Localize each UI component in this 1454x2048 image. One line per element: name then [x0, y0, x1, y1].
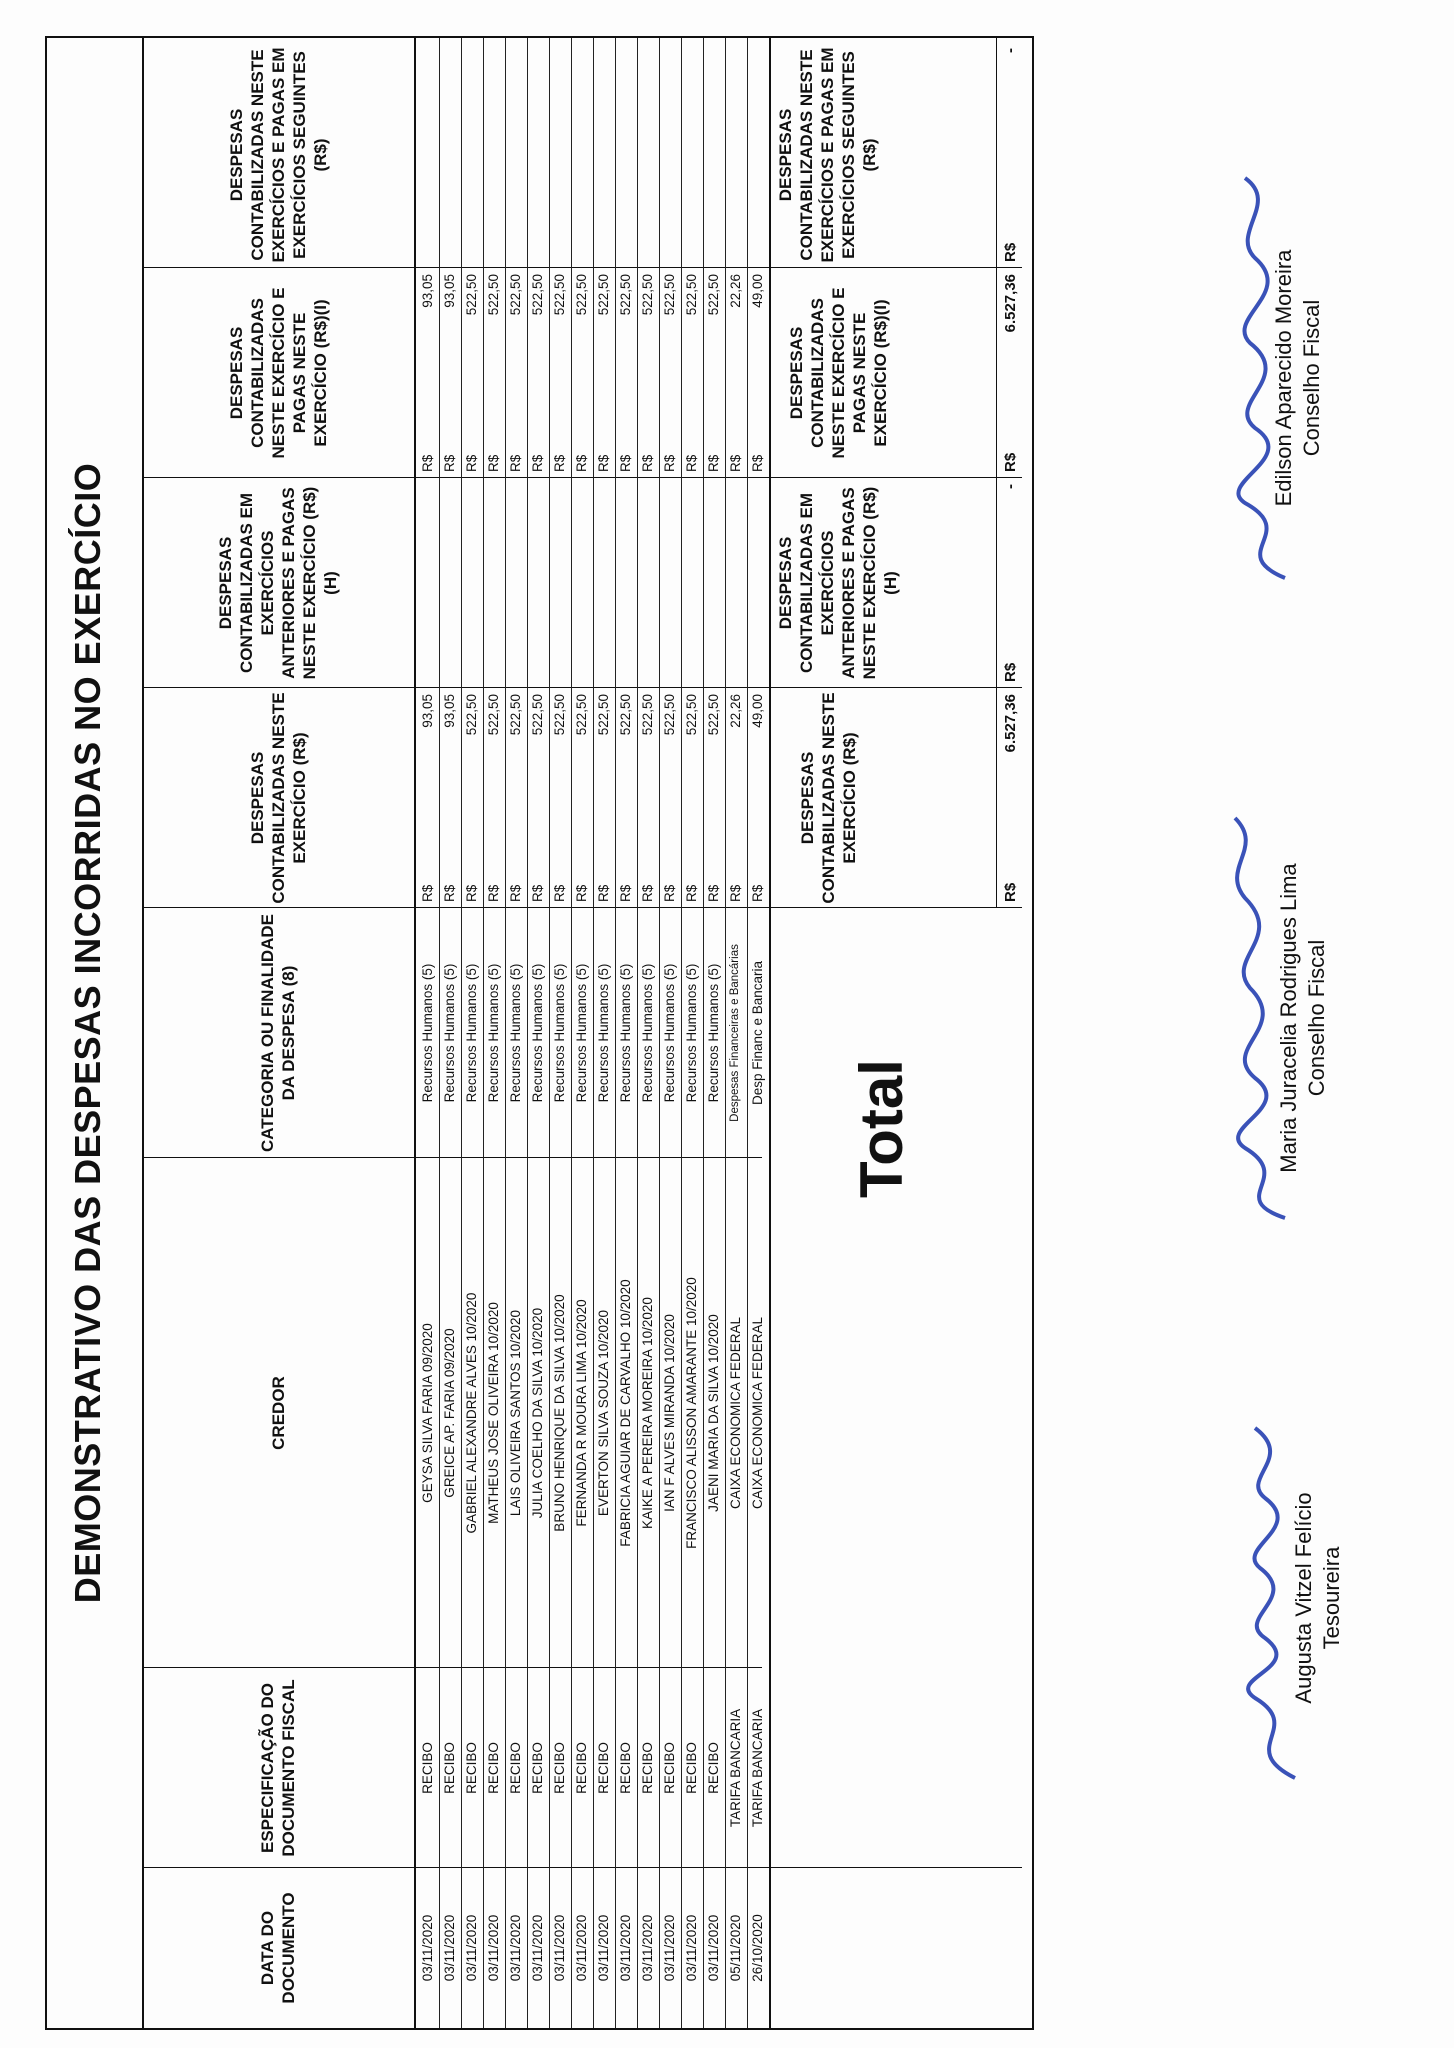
cell-categoria: Recursos Humanos (5) — [684, 963, 699, 1103]
cell-currency: R$ — [662, 884, 677, 902]
cell-data: 03/11/2020 — [530, 1914, 545, 1982]
table-row — [527, 38, 549, 2028]
table-row — [417, 38, 439, 2028]
cell-currency: R$ — [596, 454, 611, 472]
cell-currency: R$ — [728, 454, 743, 472]
cell-doc: RECIBO — [420, 1742, 435, 1794]
table-row — [549, 38, 571, 2028]
cell-doc: RECIBO — [596, 1742, 611, 1794]
signer-name: Edilson Aparecido Moreira — [1271, 249, 1296, 507]
cell-credor: EVERTON SILVA SOUZA 10/2020 — [596, 1309, 611, 1517]
signature-conselho-2 — [1270, 148, 1326, 608]
cell-currency: R$ — [574, 454, 589, 472]
header-categoria: CATEGORIA OU FINALIDADE DA DESPESA (8) — [258, 914, 298, 1152]
table-row — [439, 38, 461, 2028]
cell-valor: 522,50 — [618, 694, 633, 736]
row-line — [703, 38, 704, 2028]
header-divider — [414, 38, 416, 2028]
header-anteriores: DESPESAS CONTABILIZADAS EM EXERCÍCIOS ANTERIORES E PAGAS NESTE EXERCÍCIO (R$)(H) — [216, 486, 340, 680]
cell-data: 03/11/2020 — [706, 1914, 721, 1982]
row-line — [593, 38, 594, 2028]
cell-categoria: Desp Financ e Bancaria — [750, 960, 765, 1106]
cell-currency: R$ — [684, 454, 699, 472]
cell-valor-pago: 522,50 — [530, 274, 545, 316]
signer-role: Conselho Fiscal — [1299, 299, 1324, 457]
table-row — [637, 38, 659, 2028]
cell-doc: RECIBO — [706, 1742, 721, 1794]
signer-name: Maria Juracelia Rodrigues Lima — [1276, 863, 1301, 1173]
row-line — [659, 38, 660, 2028]
signer-role: Conselho Fiscal — [1304, 939, 1329, 1097]
cell-valor: 522,50 — [486, 694, 501, 736]
header-data: DATA DO DOCUMENTO — [258, 1892, 298, 2004]
cell-doc: RECIBO — [442, 1742, 457, 1794]
cell-categoria: Recursos Humanos (5) — [706, 963, 721, 1103]
cell-doc: TARIFA BANCARIA — [750, 1708, 765, 1828]
total-header-seguintes: DESPESAS CONTABILIZADAS NESTE EXERCÍCIOS E PAGAS EM EXERCÍCIOS SEGUINTES (R$) — [776, 47, 879, 263]
cell-currency: R$ — [508, 454, 523, 472]
expense-table — [142, 38, 1032, 2028]
cell-currency: R$ — [640, 454, 655, 472]
row-line — [681, 38, 682, 2028]
row-line — [483, 38, 484, 2028]
total-header-anteriores: DESPESAS CONTABILIZADAS EM EXERCÍCIOS ANTERIORES E PAGAS NESTE EXERCÍCIO (R$)(H) — [776, 486, 900, 680]
cell-data: 03/11/2020 — [442, 1914, 457, 1982]
total-header-contabilizadas: DESPESAS CONTABILIZADAS NESTE EXERCÍCIO (R$) — [798, 692, 859, 904]
expense-table-frame — [45, 36, 1034, 2030]
cell-credor: FERNANDA R MOURA LIMA 10/2020 — [574, 1299, 589, 1527]
cell-valor-pago: 522,50 — [618, 274, 633, 316]
total-currency: R$ — [1002, 452, 1019, 472]
cell-categoria: Recursos Humanos (5) — [420, 963, 435, 1103]
total-currency: R$ — [1002, 242, 1019, 262]
cell-doc: RECIBO — [640, 1742, 655, 1794]
cell-credor: CAIXA ECONOMICA FEDERAL — [750, 1316, 765, 1510]
table-row — [505, 38, 527, 2028]
total-header-pagas: DESPESAS CONTABILIZADAS NESTE EXERCÍCIO E PAGAS NESTE EXERCÍCIO (R$)(I) — [787, 287, 890, 459]
row-line — [725, 38, 726, 2028]
cell-valor: 522,50 — [552, 694, 567, 736]
cell-currency: R$ — [662, 454, 677, 472]
cell-valor-pago: 522,50 — [706, 274, 721, 316]
header-especificacao: ESPECIFICAÇÃO DO DOCUMENTO FISCAL — [258, 1679, 298, 1857]
cell-valor: 522,50 — [530, 694, 545, 736]
cell-credor: BRUNO HENRIQUE DA SILVA 10/2020 — [552, 1294, 567, 1532]
total-seguintes: - — [1002, 48, 1019, 53]
cell-currency: R$ — [596, 884, 611, 902]
table-row — [461, 38, 483, 2028]
cell-credor: MATHEUS JOSE OLIVEIRA 10/2020 — [486, 1302, 501, 1524]
cell-data: 03/11/2020 — [464, 1914, 479, 1982]
cell-data: 03/11/2020 — [618, 1914, 633, 1982]
row-line — [439, 38, 440, 2028]
header-seguintes: DESPESAS CONTABILIZADAS NESTE EXERCÍCIOS E PAGAS EM EXERCÍCIOS SEGUINTES (R$) — [226, 47, 330, 263]
row-line — [461, 38, 462, 2028]
total-currency: R$ — [1002, 882, 1019, 902]
cell-currency: R$ — [750, 454, 765, 472]
cell-credor: IAN F ALVES MIRANDA 10/2020 — [662, 1314, 677, 1512]
cell-data: 03/11/2020 — [574, 1914, 589, 1982]
total-anteriores: - — [1002, 484, 1019, 489]
cell-data: 03/11/2020 — [662, 1914, 677, 1982]
cell-categoria: Recursos Humanos (5) — [486, 963, 501, 1103]
cell-doc: RECIBO — [662, 1742, 677, 1794]
cell-doc: RECIBO — [530, 1742, 545, 1794]
cell-credor: JAENI MARIA DA SILVA 10/2020 — [706, 1314, 721, 1512]
cell-credor: GREICE AP. FARIA 09/2020 — [442, 1328, 457, 1498]
table-row — [571, 38, 593, 2028]
header-credor: CREDOR — [268, 1376, 288, 1450]
cell-currency: R$ — [574, 884, 589, 902]
cell-valor: 522,50 — [662, 694, 677, 736]
cell-valor: 49,00 — [750, 694, 765, 728]
cell-currency: R$ — [530, 884, 545, 902]
row-line — [747, 38, 748, 2028]
cell-credor: JULIA COELHO DA SILVA 10/2020 — [530, 1307, 545, 1519]
cell-valor: 522,50 — [574, 694, 589, 736]
cell-valor-pago: 522,50 — [486, 274, 501, 316]
table-row — [747, 38, 769, 2028]
cell-categoria: Recursos Humanos (5) — [442, 963, 457, 1103]
cell-categoria: Recursos Humanos (5) — [596, 963, 611, 1103]
cell-data: 05/11/2020 — [728, 1914, 743, 1982]
cell-currency: R$ — [640, 884, 655, 902]
total-pagas: 6.527,36 — [1002, 274, 1019, 333]
cell-data: 03/11/2020 — [596, 1914, 611, 1982]
cell-currency: R$ — [508, 884, 523, 902]
cell-currency: R$ — [552, 884, 567, 902]
cell-data: 03/11/2020 — [486, 1914, 501, 1982]
cell-valor-pago: 93,05 — [420, 274, 435, 308]
cell-categoria: Despesas Financeiras e Bancárias — [729, 944, 741, 1122]
cell-valor: 522,50 — [508, 694, 523, 736]
cell-valor: 522,50 — [464, 694, 479, 736]
cell-credor: FABRICIA AGUIAR DE CARVALHO 10/2020 — [618, 1279, 633, 1547]
row-line — [505, 38, 506, 2028]
cell-currency: R$ — [442, 884, 457, 902]
cell-credor: GEYSA SILVA FARIA 09/2020 — [420, 1323, 435, 1503]
cell-valor: 522,50 — [706, 694, 721, 736]
cell-credor: KAIKE A PEREIRA MOREIRA 10/2020 — [640, 1297, 655, 1529]
cell-currency: R$ — [486, 884, 501, 902]
signer-name: Augusta Vitzel Felício — [1291, 1492, 1316, 1704]
cell-valor-pago: 522,50 — [464, 274, 479, 316]
cell-categoria: Recursos Humanos (5) — [662, 963, 677, 1103]
table-row — [681, 38, 703, 2028]
signature-conselho-1 — [1275, 768, 1331, 1268]
table-row — [703, 38, 725, 2028]
table-row — [593, 38, 615, 2028]
cell-credor: LAIS OLIVEIRA SANTOS 10/2020 — [508, 1309, 523, 1517]
cell-doc: RECIBO — [552, 1742, 567, 1794]
cell-currency: R$ — [420, 454, 435, 472]
cell-categoria: Recursos Humanos (5) — [552, 963, 567, 1103]
row-line — [637, 38, 638, 2028]
cell-valor: 22,26 — [728, 694, 743, 728]
cell-currency: R$ — [706, 454, 721, 472]
cell-categoria: Recursos Humanos (5) — [618, 963, 633, 1103]
row-line — [615, 38, 616, 2028]
cell-valor: 522,50 — [684, 694, 699, 736]
total-divider — [769, 38, 771, 2028]
cell-categoria: Recursos Humanos (5) — [508, 963, 523, 1103]
cell-currency: R$ — [530, 454, 545, 472]
cell-valor-pago: 522,50 — [684, 274, 699, 316]
cell-valor-pago: 522,50 — [662, 274, 677, 316]
cell-currency: R$ — [464, 884, 479, 902]
row-line — [549, 38, 550, 2028]
cell-valor-pago: 49,00 — [750, 274, 765, 308]
cell-valor: 93,05 — [420, 694, 435, 728]
cell-categoria: Recursos Humanos (5) — [530, 963, 545, 1103]
cell-valor: 522,50 — [640, 694, 655, 736]
cell-doc: RECIBO — [684, 1742, 699, 1794]
table-row — [659, 38, 681, 2028]
cell-currency: R$ — [684, 884, 699, 902]
title-band — [47, 38, 144, 2028]
cell-categoria: Recursos Humanos (5) — [574, 963, 589, 1103]
cell-categoria: Recursos Humanos (5) — [640, 963, 655, 1103]
cell-data: 03/11/2020 — [552, 1914, 567, 1982]
cell-currency: R$ — [618, 884, 633, 902]
cell-credor: GABRIEL ALEXANDRE ALVES 10/2020 — [464, 1292, 479, 1534]
cell-credor: CAIXA ECONOMICA FEDERAL — [728, 1316, 743, 1510]
signature-tesoureira — [1290, 1388, 1346, 1808]
signer-role: Tesoureira — [1319, 1546, 1344, 1650]
cell-doc: RECIBO — [574, 1742, 589, 1794]
cell-data: 03/11/2020 — [420, 1914, 435, 1982]
cell-data: 03/11/2020 — [640, 1914, 655, 1982]
cell-valor-pago: 522,50 — [552, 274, 567, 316]
cell-currency: R$ — [464, 454, 479, 472]
cell-doc: TARIFA BANCARIA — [728, 1708, 743, 1828]
cell-data: 03/11/2020 — [508, 1914, 523, 1982]
table-row — [483, 38, 505, 2028]
cell-doc: RECIBO — [618, 1742, 633, 1794]
cell-valor-pago: 522,50 — [508, 274, 523, 316]
total-contabilizadas: 6.527,36 — [1002, 694, 1019, 753]
cell-valor: 93,05 — [442, 694, 457, 728]
cell-credor: FRANCISCO ALISSON AMARANTE 10/2020 — [684, 1277, 699, 1549]
total-label: Total — [848, 1059, 915, 1198]
table-row — [725, 38, 747, 2028]
total-line — [996, 38, 997, 908]
document-title: DEMONSTRATIVO DAS DESPESAS INCORRIDAS NO EXERCÍCIO — [67, 462, 108, 1604]
table-row — [615, 38, 637, 2028]
cell-currency: R$ — [420, 884, 435, 902]
cell-valor-pago: 522,50 — [574, 274, 589, 316]
header-pagas: DESPESAS CONTABILIZADAS NESTE EXERCÍCIO E PAGAS NESTE EXERCÍCIO (R$)(I) — [226, 287, 330, 459]
cell-currency: R$ — [706, 884, 721, 902]
row-line — [527, 38, 528, 2028]
cell-currency: R$ — [486, 454, 501, 472]
cell-doc: RECIBO — [508, 1742, 523, 1794]
cell-doc: RECIBO — [464, 1742, 479, 1794]
cell-valor: 522,50 — [596, 694, 611, 736]
cell-doc: RECIBO — [486, 1742, 501, 1794]
cell-currency: R$ — [750, 884, 765, 902]
cell-data: 26/10/2020 — [750, 1914, 765, 1982]
cell-valor-pago: 93,05 — [442, 274, 457, 308]
header-contabilizadas: DESPESAS CONTABILIZADAS NESTE EXERCÍCIO (R$) — [247, 692, 309, 904]
cell-valor-pago: 522,50 — [596, 274, 611, 316]
cell-valor-pago: 22,26 — [728, 274, 743, 308]
cell-currency: R$ — [728, 884, 743, 902]
cell-categoria: Recursos Humanos (5) — [464, 963, 479, 1103]
total-currency: R$ — [1002, 662, 1019, 682]
cell-currency: R$ — [618, 454, 633, 472]
cell-valor-pago: 522,50 — [640, 274, 655, 316]
cell-data: 03/11/2020 — [684, 1914, 699, 1982]
row-line — [571, 38, 572, 2028]
cell-currency: R$ — [442, 454, 457, 472]
cell-currency: R$ — [552, 454, 567, 472]
